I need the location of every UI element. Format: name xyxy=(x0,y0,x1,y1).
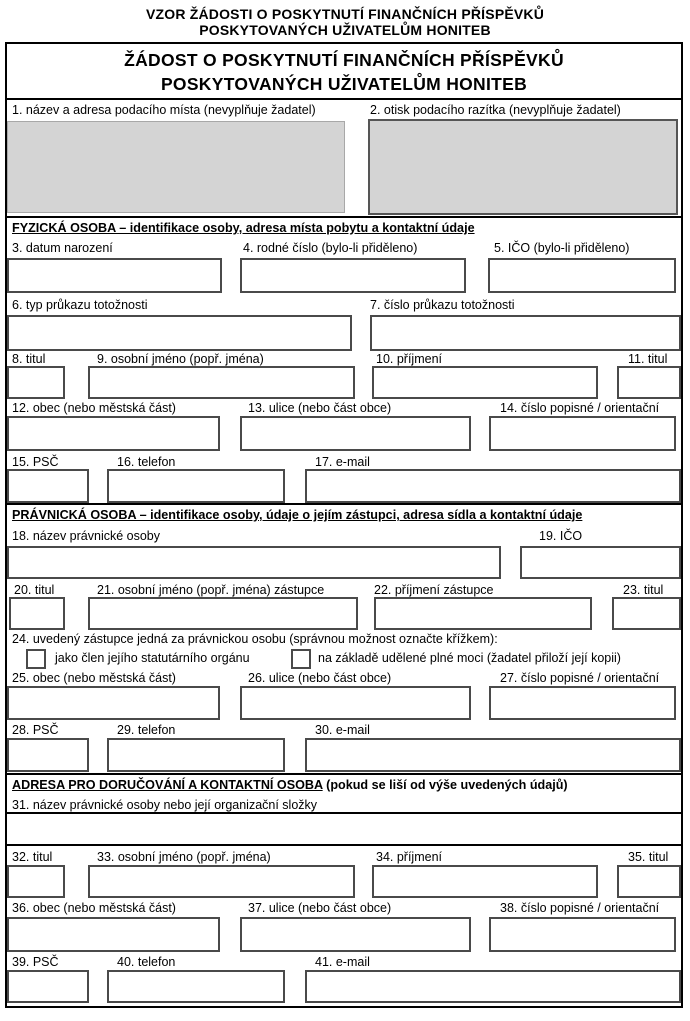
field-39-input[interactable] xyxy=(7,970,89,1003)
field-31-input[interactable] xyxy=(7,812,681,846)
field-12-label: 12. obec (nebo městská část) xyxy=(12,401,176,415)
field-10-input[interactable] xyxy=(372,366,598,399)
field-4-input[interactable] xyxy=(240,258,466,293)
form-title-line1: ŽÁDOST O POSKYTNUTÍ FINANČNÍCH PŘÍSPĚVKŮ xyxy=(124,50,564,70)
field-23-input[interactable] xyxy=(612,597,681,630)
field-11-label: 11. titul xyxy=(628,352,668,366)
field-31-label: 31. název právnické osoby nebo její organizační složky xyxy=(12,798,318,812)
field-28-input[interactable] xyxy=(7,738,89,772)
field-13-label: 13. ulice (nebo část obce) xyxy=(248,401,392,415)
field-38-label: 38. číslo popisné / orientační xyxy=(500,901,660,915)
field-21-label: 21. osobní jméno (popř. jména) zástupce xyxy=(97,583,325,597)
field-14-input[interactable] xyxy=(489,416,676,451)
field-6-input[interactable] xyxy=(7,315,352,351)
section-header-adresa-underlined: ADRESA PRO DORUČOVÁNÍ A KONTAKTNÍ OSOBA xyxy=(12,778,323,792)
field-41-input[interactable] xyxy=(305,970,681,1003)
field-2-label: 2. otisk podacího razítka (nevyplňuje žadatel) xyxy=(370,103,621,117)
section-header-fyzicka-osoba: FYZICKÁ OSOBA – identifikace osoby, adresa místa pobytu a kontaktní údaje xyxy=(12,221,475,235)
field-25-input[interactable] xyxy=(7,686,220,720)
field-2-area-stamp xyxy=(368,119,678,215)
field-23-label: 23. titul xyxy=(623,583,664,597)
field-18-input[interactable] xyxy=(7,546,501,579)
field-3-label: 3. datum narození xyxy=(12,241,113,255)
field-17-label: 17. e-mail xyxy=(315,455,370,469)
field-33-label: 33. osobní jméno (popř. jména) xyxy=(97,850,271,864)
page-header-line1: VZOR ŽÁDOSTI O POSKYTNUTÍ FINANČNÍCH PŘÍSPĚVKŮ xyxy=(145,6,545,22)
field-21-input[interactable] xyxy=(88,597,358,630)
field-34-label: 34. příjmení xyxy=(376,850,443,864)
field-15-label: 15. PSČ xyxy=(12,455,59,469)
field-7-input[interactable] xyxy=(370,315,681,351)
field-16-label: 16. telefon xyxy=(117,455,176,469)
field-24-option2-checkbox[interactable] xyxy=(291,649,311,669)
field-24-label: 24. uvedený zástupce jedná za právnickou osobu (správnou možnost označte křížkem): xyxy=(12,632,498,646)
field-35-label: 35. titul xyxy=(628,850,669,864)
field-5-input[interactable] xyxy=(488,258,676,293)
field-15-input[interactable] xyxy=(7,469,89,503)
field-9-input[interactable] xyxy=(88,366,355,399)
page-header-line2: POSKYTOVANÝCH UŽIVATELŮM HONITEB xyxy=(199,22,491,38)
field-29-label: 29. telefon xyxy=(117,723,176,737)
field-24-option1-label: jako člen jejího statutárního orgánu xyxy=(55,651,250,665)
section-divider-fyzicka xyxy=(7,216,681,218)
field-22-input[interactable] xyxy=(374,597,592,630)
application-form xyxy=(5,42,683,1008)
field-7-label: 7. číslo průkazu totožnosti xyxy=(370,298,515,312)
field-24-option2-label: na základě udělené plné moci (žadatel přiloží její kopii) xyxy=(318,651,621,665)
field-3-input[interactable] xyxy=(7,258,222,293)
field-6-label: 6. typ průkazu totožnosti xyxy=(12,298,148,312)
field-1-label: 1. název a adresa podacího místa (nevyplňuje žadatel) xyxy=(12,103,316,117)
field-8-label: 8. titul xyxy=(12,352,46,366)
field-39-label: 39. PSČ xyxy=(12,955,59,969)
section-header-pravnicka-osoba: PRÁVNICKÁ OSOBA – identifikace osoby, údaje o jejím zástupci, adresa sídla a kontaktní údaje xyxy=(12,508,583,522)
field-38-input[interactable] xyxy=(489,917,676,952)
field-36-label: 36. obec (nebo městská část) xyxy=(12,901,176,915)
field-22-label: 22. příjmení zástupce xyxy=(374,583,494,597)
field-16-input[interactable] xyxy=(107,469,285,503)
field-36-input[interactable] xyxy=(7,917,220,952)
field-40-label: 40. telefon xyxy=(117,955,176,969)
field-25-label: 25. obec (nebo městská část) xyxy=(12,671,176,685)
field-41-label: 41. e-mail xyxy=(315,955,370,969)
field-27-input[interactable] xyxy=(489,686,676,720)
title-divider xyxy=(7,98,681,100)
field-10-label: 10. příjmení xyxy=(376,352,443,366)
field-29-input[interactable] xyxy=(107,738,285,772)
field-17-input[interactable] xyxy=(305,469,681,503)
field-37-input[interactable] xyxy=(240,917,471,952)
field-5-label: 5. IČO (bylo-li přiděleno) xyxy=(494,241,630,255)
field-9-label: 9. osobní jméno (popř. jména) xyxy=(97,352,264,366)
field-26-label: 26. ulice (nebo část obce) xyxy=(248,671,392,685)
field-28-label: 28. PSČ xyxy=(12,723,59,737)
field-19-input[interactable] xyxy=(520,546,681,579)
field-20-input[interactable] xyxy=(9,597,65,630)
field-37-label: 37. ulice (nebo část obce) xyxy=(248,901,392,915)
field-33-input[interactable] xyxy=(88,865,355,898)
field-1-area-submission-place xyxy=(7,121,345,213)
field-30-label: 30. e-mail xyxy=(315,723,370,737)
field-13-input[interactable] xyxy=(240,416,471,451)
field-30-input[interactable] xyxy=(305,738,681,772)
field-12-input[interactable] xyxy=(7,416,220,451)
field-11-input[interactable] xyxy=(617,366,681,399)
form-title-line2: POSKYTOVANÝCH UŽIVATELŮM HONITEB xyxy=(160,74,528,94)
field-19-label: 19. IČO xyxy=(539,529,583,543)
field-35-input[interactable] xyxy=(617,865,681,898)
field-20-label: 20. titul xyxy=(14,583,55,597)
field-32-label: 32. titul xyxy=(12,850,53,864)
section-divider-pravnicka xyxy=(7,503,681,505)
field-40-input[interactable] xyxy=(107,970,285,1003)
field-8-input[interactable] xyxy=(7,366,65,399)
field-24-option1-checkbox[interactable] xyxy=(26,649,46,669)
field-4-label: 4. rodné číslo (bylo-li přiděleno) xyxy=(243,241,418,255)
field-26-input[interactable] xyxy=(240,686,471,720)
field-18-label: 18. název právnické osoby xyxy=(12,529,161,543)
section-header-adresa xyxy=(12,778,568,792)
field-32-input[interactable] xyxy=(7,865,65,898)
field-14-label: 14. číslo popisné / orientační xyxy=(500,401,660,415)
section-divider-adresa xyxy=(7,773,681,775)
section-header-adresa-note: (pokud se liší od výše uvedených údajů) xyxy=(322,778,568,792)
field-27-label: 27. číslo popisné / orientační xyxy=(500,671,660,685)
field-34-input[interactable] xyxy=(372,865,598,898)
